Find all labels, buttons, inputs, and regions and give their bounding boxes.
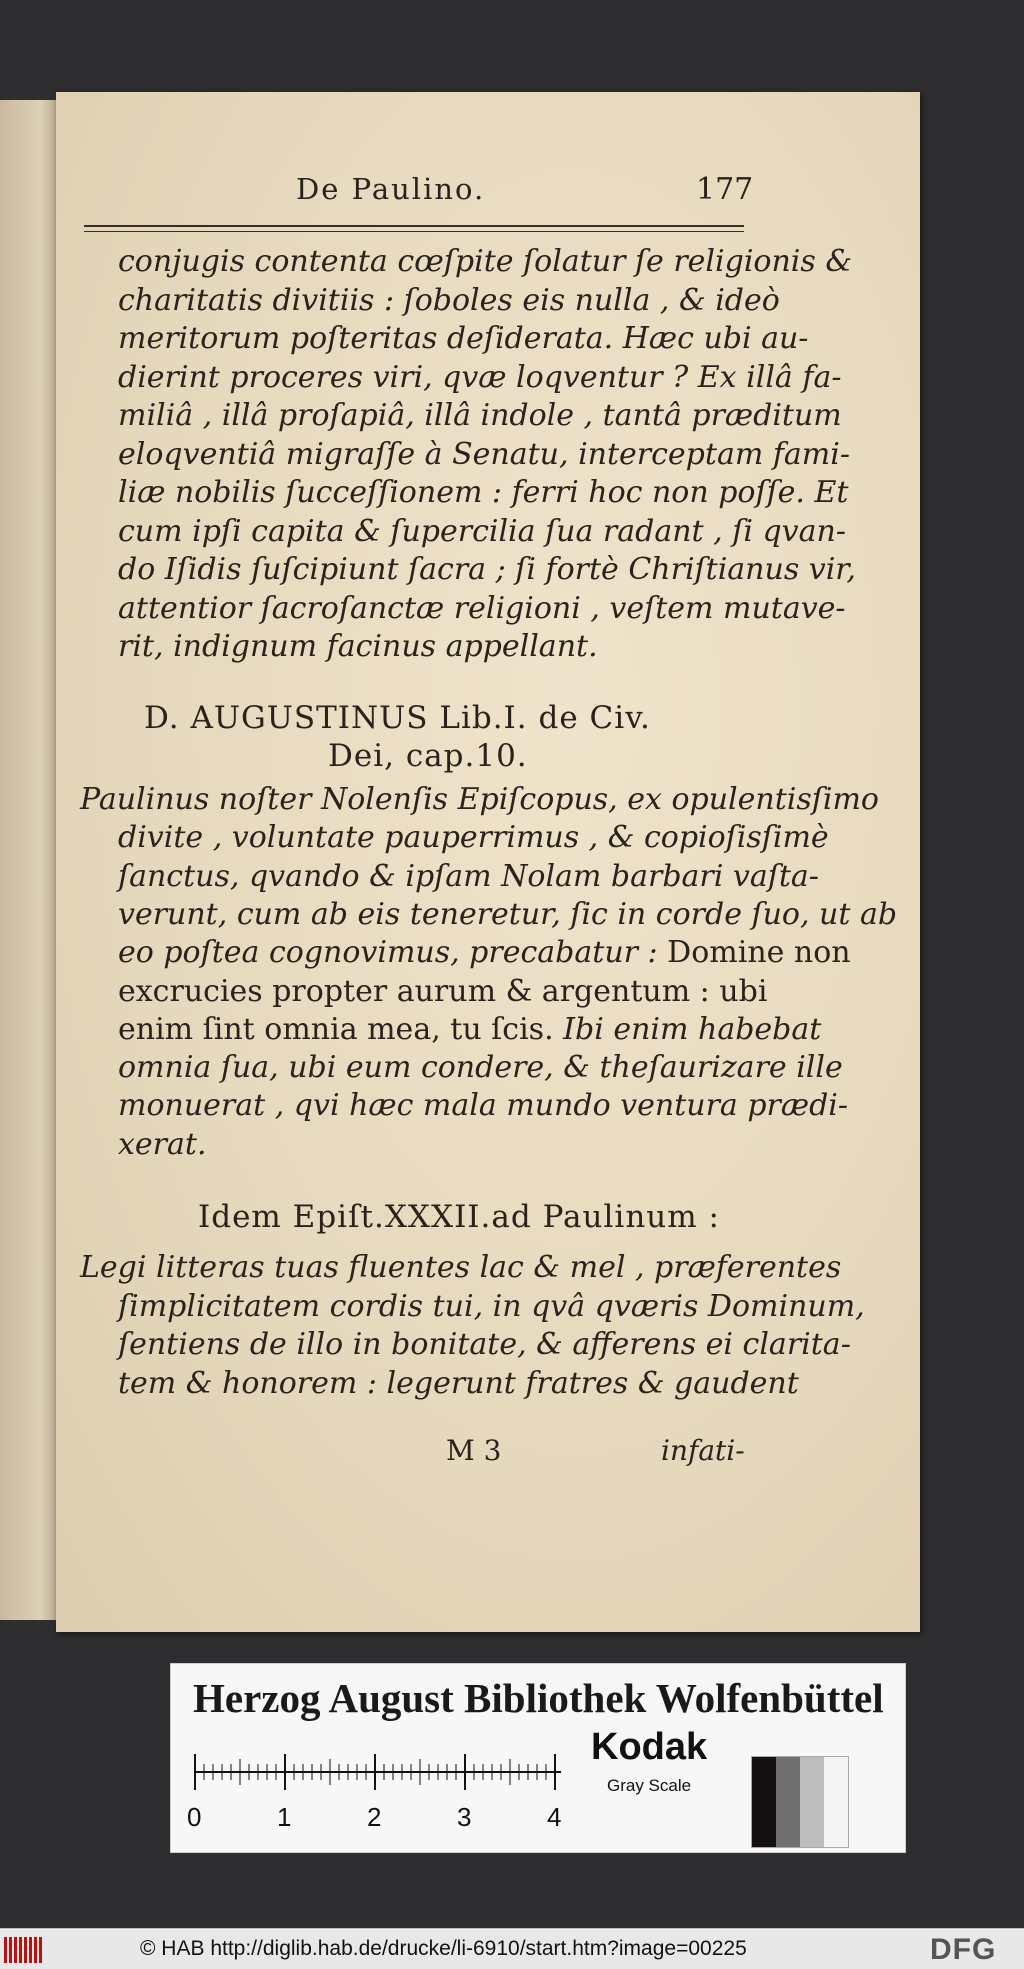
italic-tail: Ibi enim habebat [553,1011,822,1047]
ruler-scale [187,1734,573,1834]
library-color-card [170,1663,906,1853]
section-heading-line-2: Dei, cap.10. [328,738,528,774]
section-heading-2: Idem Epiſt.XXXII.ad Paulinum : [198,1199,720,1235]
ruler-number: 4 [547,1802,562,1832]
card-title: Herzog August Bibliothek Wolfenbüttel [193,1675,884,1721]
text-line: monuerat , qvi hæc mala mundo ventura prædi- [118,1088,849,1124]
page-number: 177 [696,172,754,207]
roman-tail: Domine non [657,935,851,971]
dfg-logo: DFG [930,1933,997,1966]
text-line: Paulinus noſter Nolenſis Epiſcopus, ex opulentisſimo [80,782,879,817]
text-line: eo poſtea cognovimus, precabatur : Domine non [118,935,851,971]
section-heading-line-1: D. AUGUSTINUS Lib.I. de Civ. [144,700,651,736]
gray-swatches [751,1756,849,1848]
text-line: omnia ſua, ubi eum condere, & theſaurizare ille [118,1050,843,1086]
previous-page-edge [0,100,58,1620]
text-line: liæ nobilis ſucceſſionem : ferri hoc non poſſe. Et [118,475,849,510]
footer-source-link[interactable]: © HAB http://diglib.hab.de/drucke/li-6910/start.htm?image=00225 [140,1937,747,1960]
running-head: De Paulino. [296,172,486,206]
text-line: dierint proceres viri, qvæ loqventur ? Ex illâ fa- [118,359,842,395]
text-line: ſimplicitatem cordis tui, in qvâ qværis Dominum, [118,1288,865,1324]
ruler-number: 1 [277,1802,292,1832]
text-line: enim ſint omnia mea, tu ſcis. Ibi enim habebat [118,1011,822,1047]
text-line: excrucies propter aurum & argentum : ubi [118,973,768,1009]
ruler-number: 2 [367,1802,382,1832]
header-rule [84,225,744,232]
catchword: infati- [661,1434,745,1467]
signature-mark: M 3 [446,1434,502,1467]
ruler-number: 3 [457,1802,472,1832]
text-line: Legi litteras tuas fluentes lac & mel , præferentes [80,1250,842,1285]
text-line: rit, indignum facinus appellant. [118,629,598,664]
text-line: miliâ , illâ proſapiâ, illâ indole , tantâ præditum [118,398,842,433]
gray-swatch [824,1757,848,1847]
text-line: ſanctus, qvando & ipſam Nolam barbari vaſta- [118,858,819,894]
text-line: tem & honorem : legerunt fratres & gaudent [118,1365,799,1401]
text-line: cum ipſi capita & ſupercilia ſua radant , ſi qvan- [118,513,846,549]
text-line: divite , voluntate pauperrimus , & copioſisſimè [118,820,829,856]
text-line: ſentiens de illo in bonitate, & afferens ei clarita- [118,1327,851,1362]
gray-swatch [800,1757,824,1847]
book-page [56,92,920,1632]
gray-swatch [776,1757,800,1847]
text-line: charitatis divitiis : ſoboles eis nulla , & ideò [118,282,780,318]
kodak-logo: Kodak [591,1726,708,1768]
text-line: meritorum poſteritas deſiderata. Hæc ubi au- [118,321,809,356]
gray-swatch [752,1757,776,1847]
text-line: do Iſidis ſuſcipiunt ſacra ; ſi fortè Chriſtianus vir, [118,552,856,587]
gray-scale-label: Gray Scale [607,1776,692,1795]
barcode-icon [4,1937,46,1963]
text-line: attentior ſacroſanctæ religioni , veſtem mutave- [118,590,846,626]
text-line: verunt, cum ab eis teneretur, ſic in corde ſuo, ut ab [118,896,898,932]
footer-bar [0,1928,1024,1969]
text-line: xerat. [118,1126,207,1162]
text-line: conjugis contenta cœſpite ſolatur ſe religionis & [118,244,853,279]
ruler-number: 0 [187,1802,202,1832]
text-line: eloqventiâ migraſſe à Senatu, interceptam fami- [118,436,850,472]
